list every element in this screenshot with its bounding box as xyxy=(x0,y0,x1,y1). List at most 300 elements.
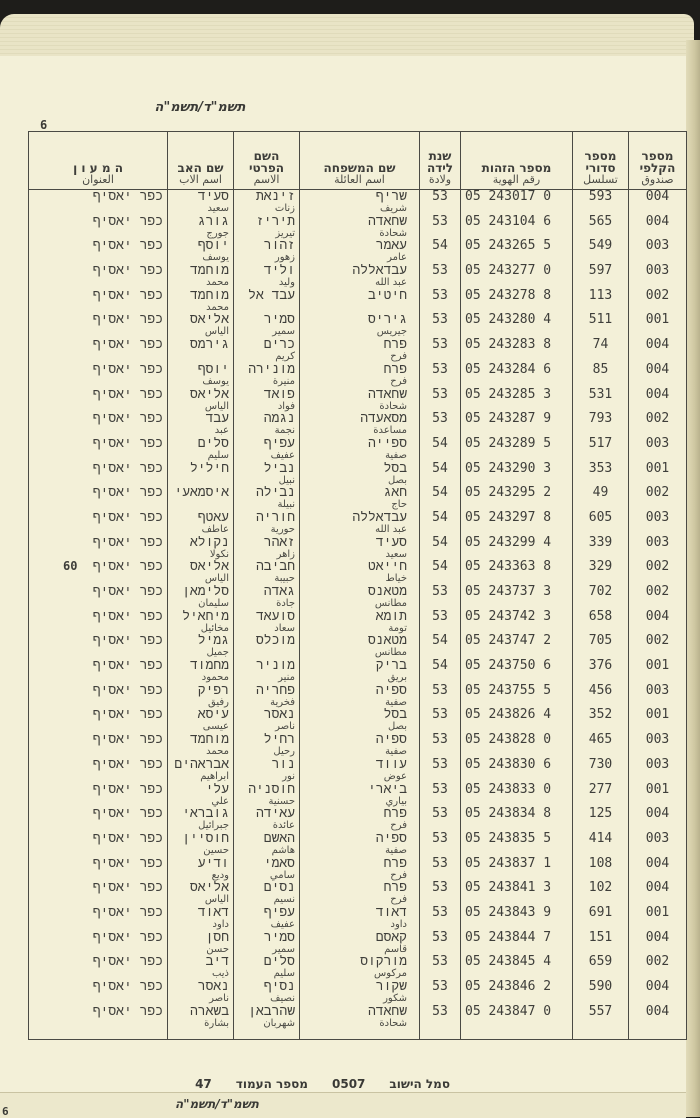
father-name-cell xyxy=(168,437,234,462)
column-header-ar: العنوان xyxy=(82,173,114,186)
serial-number-cell: 108 xyxy=(573,857,629,882)
address-cell xyxy=(29,388,168,413)
first-name-cell xyxy=(234,239,300,264)
ballot-box-cell: 003 xyxy=(629,239,687,264)
family-name-cell-hebrew: מסאעדה xyxy=(360,412,407,427)
family-name-cell xyxy=(300,511,420,536)
serial-number-cell: 85 xyxy=(573,363,629,388)
ballot-box-cell: 002 xyxy=(629,955,687,980)
father-name-cell-hebrew: מוחמד xyxy=(189,264,229,279)
father-name-cell-arabic: سليم xyxy=(207,449,229,461)
id-number-cell: 05 243841 3 xyxy=(461,881,573,906)
father-name-cell-hebrew: עיסא xyxy=(197,708,229,723)
family-name-cell-arabic: بياري xyxy=(385,795,407,807)
father-name-cell-hebrew: עאטף xyxy=(197,510,229,525)
family-name-cell-arabic: صفية xyxy=(385,696,407,708)
id-number-cell: 05 243017 0 xyxy=(461,190,573,215)
table-row xyxy=(29,585,687,610)
table-row xyxy=(29,906,687,931)
serial-number-cell: 590 xyxy=(573,980,629,1005)
family-name-cell-hebrew: ספיה xyxy=(375,683,407,698)
birth-year-cell: 53 xyxy=(420,412,461,437)
address-cell xyxy=(29,807,168,832)
address-text: כפר יאסיף xyxy=(92,881,163,896)
father-name-cell-arabic: رفيق xyxy=(208,696,229,708)
father-name-cell-hebrew: ודיע xyxy=(197,856,229,871)
ballot-box-cell: 004 xyxy=(629,980,687,1005)
birth-year-cell: 53 xyxy=(420,610,461,635)
address-cell xyxy=(29,585,168,610)
father-name-cell xyxy=(168,536,234,561)
first-name-cell xyxy=(234,684,300,709)
serial-number-cell: 702 xyxy=(573,585,629,610)
address-text: כפר יאסיף xyxy=(92,807,163,822)
address-text: כפר יאסיף xyxy=(92,905,163,920)
family-name-cell-hebrew: ספיה xyxy=(375,831,407,846)
father-name-cell xyxy=(168,1005,234,1040)
father-name-cell xyxy=(168,560,234,585)
family-name-cell xyxy=(300,338,420,363)
first-name-cell-hebrew: תיריז xyxy=(255,214,295,229)
first-name-cell-hebrew: חוריה xyxy=(255,510,295,525)
first-name-cell xyxy=(234,215,300,240)
address-text: כפר יאסיף xyxy=(92,659,163,674)
family-name-cell-hebrew: שקור xyxy=(375,980,407,994)
table-row xyxy=(29,437,687,462)
id-number-cell: 05 243287 9 xyxy=(461,412,573,437)
address-text: כפר יאסיף xyxy=(92,757,163,772)
ballot-box-cell: 002 xyxy=(629,486,687,511)
first-name-cell xyxy=(234,462,300,487)
serial-number-cell: 125 xyxy=(573,807,629,832)
father-name-cell-arabic: يوسف xyxy=(202,252,229,264)
table-row xyxy=(29,610,687,635)
family-name-cell-hebrew: מורקוס xyxy=(360,955,407,970)
family-name-cell-arabic: شكور xyxy=(383,993,407,1004)
birth-year-cell: 53 xyxy=(420,363,461,388)
address-text: כפר יאסיף xyxy=(92,955,163,970)
page-number: 6 xyxy=(40,118,48,132)
table-row xyxy=(29,659,687,684)
family-name-cell-hebrew: שחאדה xyxy=(367,1004,407,1019)
first-name-cell-arabic: سعاد xyxy=(274,622,295,634)
first-name-cell-arabic: نبيلة xyxy=(277,499,295,511)
address-cell xyxy=(29,239,168,264)
father-name-cell-arabic: داود xyxy=(212,918,229,930)
address-cell xyxy=(29,338,168,363)
father-name-cell xyxy=(168,239,234,264)
father-name-cell-hebrew: אליאס xyxy=(189,387,229,402)
column-header-ar: صندوق xyxy=(641,173,674,186)
birth-year-cell: 53 xyxy=(420,955,461,980)
serial-number-cell: 557 xyxy=(573,1005,629,1040)
next-page-strip xyxy=(0,1092,686,1118)
father-name-cell-arabic: علي xyxy=(211,795,229,807)
father-name-cell-hebrew: נאסר xyxy=(197,980,229,994)
table-row xyxy=(29,931,687,956)
table-row xyxy=(29,264,687,289)
family-name-cell-hebrew: שחאדה xyxy=(367,387,407,402)
table-body xyxy=(29,190,687,1040)
next-page-title: תשמ"ד/תשמ"ה xyxy=(175,1097,259,1111)
family-name-cell-arabic: قاسم xyxy=(384,943,407,955)
id-number-cell: 05 243289 5 xyxy=(461,437,573,462)
table-row xyxy=(29,388,687,413)
family-name-cell-hebrew: פרח xyxy=(383,881,407,896)
serial-number-cell: 376 xyxy=(573,659,629,684)
ballot-box-cell: 004 xyxy=(629,881,687,906)
family-name-cell xyxy=(300,289,420,314)
father-name-cell xyxy=(168,610,234,635)
column-header-ar: اسم العائلة xyxy=(334,173,385,186)
ballot-box-cell: 002 xyxy=(629,289,687,314)
column-header-he: מספר הזהות xyxy=(481,161,552,175)
first-name-cell xyxy=(234,783,300,808)
id-number-cell: 05 243755 5 xyxy=(461,684,573,709)
address-cell xyxy=(29,190,168,215)
father-name-cell-arabic: محمد xyxy=(206,277,229,289)
address-text: כפר יאסיף xyxy=(92,708,163,723)
birth-year-cell: 54 xyxy=(420,511,461,536)
settlement-label: סמל הישוב xyxy=(389,1077,450,1091)
father-name-cell xyxy=(168,511,234,536)
address-cell xyxy=(29,486,168,511)
father-name-cell-arabic: حسن xyxy=(206,943,229,955)
serial-number-cell: 511 xyxy=(573,313,629,338)
first-name-cell xyxy=(234,560,300,585)
id-number-cell: 05 243295 2 xyxy=(461,486,573,511)
first-name-cell xyxy=(234,659,300,684)
birth-year-cell: 54 xyxy=(420,486,461,511)
family-name-cell xyxy=(300,585,420,610)
first-name-cell-hebrew: נסים xyxy=(263,881,295,896)
address-text: כפר יאסיף xyxy=(92,214,163,229)
family-name-cell-hebrew: סעיד xyxy=(375,535,407,550)
table-row xyxy=(29,536,687,561)
first-name-cell xyxy=(234,955,300,980)
address-text: כפר יאסיף xyxy=(92,239,163,254)
father-name-cell-arabic: جميل xyxy=(206,647,229,659)
first-name-cell-arabic: نصيف xyxy=(270,993,295,1004)
column-header-he: שם המשפחה xyxy=(323,161,396,175)
father-name-cell xyxy=(168,634,234,659)
ballot-box-cell: 001 xyxy=(629,313,687,338)
serial-number-cell: 102 xyxy=(573,881,629,906)
family-name-cell xyxy=(300,486,420,511)
id-number-cell: 05 243846 2 xyxy=(461,980,573,1005)
table-row xyxy=(29,215,687,240)
column-header-address xyxy=(29,132,168,190)
first-name-cell xyxy=(234,708,300,733)
column-header-he: השם הפרטי xyxy=(248,149,285,175)
family-name-cell xyxy=(300,610,420,635)
ballot-box-cell: 004 xyxy=(629,1005,687,1040)
ballot-box-cell: 004 xyxy=(629,807,687,832)
family-name-cell-hebrew: שריף xyxy=(375,189,407,204)
table-row xyxy=(29,1005,687,1040)
first-name-cell-arabic: حسنية xyxy=(268,795,295,807)
first-name-cell-arabic: كريم xyxy=(275,351,295,363)
id-number-cell: 05 243747 2 xyxy=(461,634,573,659)
father-name-cell xyxy=(168,906,234,931)
serial-number-cell: 353 xyxy=(573,462,629,487)
address-cell xyxy=(29,857,168,882)
table-row xyxy=(29,832,687,857)
id-number-cell: 05 243280 4 xyxy=(461,313,573,338)
id-number-cell: 05 243844 7 xyxy=(461,931,573,956)
table-row xyxy=(29,807,687,832)
ballot-box-cell: 004 xyxy=(629,857,687,882)
first-name-cell-hebrew: עאידה xyxy=(255,807,295,822)
family-name-cell-arabic: عوض xyxy=(383,770,407,782)
serial-number-cell: 329 xyxy=(573,560,629,585)
family-name-cell-hebrew: פרח xyxy=(383,856,407,871)
father-name-cell-arabic: عيسى xyxy=(202,721,229,733)
family-name-cell-arabic: شحادة xyxy=(379,400,407,412)
first-name-cell-arabic: نبيل xyxy=(278,474,295,486)
father-name-cell xyxy=(168,832,234,857)
family-name-cell-hebrew: פרח xyxy=(383,362,407,377)
first-name-cell xyxy=(234,289,300,314)
birth-year-cell: 53 xyxy=(420,684,461,709)
address-cell xyxy=(29,437,168,462)
address-text: כפר יאסיף xyxy=(92,733,163,748)
first-name-cell-hebrew: עפיף xyxy=(263,436,295,451)
father-name-cell-hebrew: אליאס xyxy=(189,881,229,896)
address-text: כפר יאסיף xyxy=(92,930,163,945)
first-name-cell-arabic: منيرة xyxy=(272,375,295,387)
first-name-cell xyxy=(234,585,300,610)
family-name-cell xyxy=(300,536,420,561)
birth-year-cell: 53 xyxy=(420,585,461,610)
address-cell xyxy=(29,684,168,709)
first-name-cell xyxy=(234,758,300,783)
family-name-cell-hebrew: בסל xyxy=(383,708,407,723)
birth-year-cell: 53 xyxy=(420,313,461,338)
first-name-cell-arabic: سليم xyxy=(273,968,295,980)
father-name-cell xyxy=(168,807,234,832)
father-name-cell-arabic: سعيد xyxy=(207,203,229,214)
father-name-cell-arabic: مخائيل xyxy=(200,622,229,634)
first-name-cell xyxy=(234,536,300,561)
first-name-cell-arabic: عفيف xyxy=(270,449,295,461)
family-name-cell xyxy=(300,659,420,684)
id-number-cell: 05 243297 8 xyxy=(461,511,573,536)
address-text: כפר יאסיף xyxy=(92,634,163,649)
first-name-cell xyxy=(234,363,300,388)
first-name-cell-hebrew: שהרבאן xyxy=(248,1004,295,1019)
family-name-cell xyxy=(300,955,420,980)
family-name-cell xyxy=(300,832,420,857)
family-name-cell-arabic: سعيد xyxy=(385,548,407,560)
table-row xyxy=(29,955,687,980)
father-name-cell xyxy=(168,659,234,684)
serial-number-cell: 605 xyxy=(573,511,629,536)
address-cell xyxy=(29,560,168,585)
family-name-cell-arabic: مطانس xyxy=(374,598,407,609)
first-name-cell-hebrew: חוסניה xyxy=(248,782,295,797)
first-name-cell xyxy=(234,610,300,635)
ballot-box-cell: 004 xyxy=(629,388,687,413)
ballot-box-cell: 003 xyxy=(629,264,687,289)
table-row xyxy=(29,412,687,437)
first-name-cell-arabic: نجمة xyxy=(274,425,295,437)
first-name-cell-hebrew: זינאת xyxy=(255,189,295,204)
first-name-cell-hebrew: פחריה xyxy=(255,683,295,698)
family-name-cell-hebrew: חיטיב xyxy=(367,288,407,303)
birth-year-cell: 54 xyxy=(420,634,461,659)
column-header-ar: تسلسل xyxy=(583,173,618,186)
address-text: כפר יאסיף xyxy=(92,461,163,476)
father-name-cell xyxy=(168,363,234,388)
father-name-cell xyxy=(168,783,234,808)
father-name-cell-hebrew: דאוד xyxy=(197,905,229,920)
id-number-cell: 05 243828 0 xyxy=(461,733,573,758)
father-name-cell xyxy=(168,462,234,487)
table-row xyxy=(29,313,687,338)
family-name-cell-arabic: بصل xyxy=(387,474,407,486)
id-number-cell: 05 243742 3 xyxy=(461,610,573,635)
birth-year-cell: 53 xyxy=(420,758,461,783)
family-name-cell-hebrew: פרח xyxy=(383,338,407,353)
column-header-family xyxy=(300,132,420,190)
serial-number-cell: 49 xyxy=(573,486,629,511)
id-number-cell: 05 243835 5 xyxy=(461,832,573,857)
voter-register-table xyxy=(28,131,687,1040)
serial-number-cell: 414 xyxy=(573,832,629,857)
address-cell xyxy=(29,980,168,1005)
family-name-cell-arabic: صفية xyxy=(385,746,407,758)
first-name-cell-hebrew: עבד אל xyxy=(248,288,295,303)
ballot-box-cell: 004 xyxy=(629,190,687,215)
serial-number-cell: 113 xyxy=(573,289,629,314)
father-name-cell-arabic: بشارة xyxy=(204,1017,229,1029)
first-name-cell xyxy=(234,486,300,511)
address-text: כפר יאסיף xyxy=(92,189,163,204)
address-text: כפר יאסיף xyxy=(92,609,163,624)
father-name-cell-hebrew: נקולא xyxy=(189,535,229,550)
family-name-cell xyxy=(300,190,420,215)
table-row xyxy=(29,486,687,511)
first-name-cell-arabic: عائدة xyxy=(272,820,295,832)
settlement-code: 0507 xyxy=(332,1077,366,1091)
table-row xyxy=(29,190,687,215)
ballot-box-cell: 004 xyxy=(629,215,687,240)
first-name-cell-hebrew: פואד xyxy=(263,387,295,402)
ballot-box-cell: 002 xyxy=(629,585,687,610)
address-cell xyxy=(29,412,168,437)
first-name-cell xyxy=(234,807,300,832)
birth-year-cell: 54 xyxy=(420,560,461,585)
family-name-cell-hebrew: חייאט xyxy=(367,560,407,575)
father-name-cell-arabic: الياس xyxy=(204,326,229,338)
father-name-cell xyxy=(168,190,234,215)
father-name-cell-arabic: عبد xyxy=(214,425,229,437)
family-name-cell-arabic: فرح xyxy=(390,375,407,387)
family-name-cell-arabic: مركوس xyxy=(373,968,407,980)
father-name-cell xyxy=(168,955,234,980)
first-name-cell xyxy=(234,634,300,659)
serial-number-cell: 658 xyxy=(573,610,629,635)
ballot-box-cell: 003 xyxy=(629,511,687,536)
first-name-cell-hebrew: עפיף xyxy=(263,905,295,920)
birth-year-cell: 53 xyxy=(420,264,461,289)
father-name-cell-hebrew: איסמאעי xyxy=(174,486,229,501)
family-name-cell-arabic: فرح xyxy=(390,869,407,881)
first-name-cell-hebrew: נגמה xyxy=(263,412,295,427)
birth-year-cell: 54 xyxy=(420,437,461,462)
first-name-cell-hebrew: נסיף xyxy=(263,980,295,994)
birth-year-cell: 53 xyxy=(420,1005,461,1040)
serial-number-cell: 659 xyxy=(573,955,629,980)
first-name-cell-arabic: شهربان xyxy=(263,1017,295,1029)
address-text: כפר יאסיף xyxy=(92,436,163,451)
first-name-cell-arabic: نور xyxy=(282,770,295,782)
table-row xyxy=(29,708,687,733)
table-row xyxy=(29,857,687,882)
family-name-cell-hebrew: מטאנס xyxy=(367,634,407,649)
ballot-box-cell: 003 xyxy=(629,733,687,758)
address-cell xyxy=(29,536,168,561)
father-name-cell xyxy=(168,338,234,363)
father-name-cell-arabic: وديع xyxy=(211,869,229,881)
father-name-cell xyxy=(168,313,234,338)
father-name-cell xyxy=(168,857,234,882)
address-cell xyxy=(29,783,168,808)
first-name-cell-arabic: نسيم xyxy=(273,894,295,906)
first-name-cell-hebrew: נאסר xyxy=(263,708,295,723)
serial-number-cell: 151 xyxy=(573,931,629,956)
table-row xyxy=(29,634,687,659)
column-header-ar: الاسم xyxy=(253,173,280,186)
birth-year-cell: 53 xyxy=(420,388,461,413)
father-name-cell-hebrew: רפיק xyxy=(197,683,229,698)
first-name-cell-hebrew: האשם xyxy=(263,831,295,846)
first-name-cell-arabic: فخرية xyxy=(270,696,295,708)
column-header-year xyxy=(420,132,461,190)
family-name-cell xyxy=(300,215,420,240)
address-cell xyxy=(29,634,168,659)
address-text: כפר יאסיף xyxy=(92,980,163,994)
family-name-cell xyxy=(300,857,420,882)
first-name-cell xyxy=(234,733,300,758)
address-cell xyxy=(29,906,168,931)
ballot-box-cell: 003 xyxy=(629,437,687,462)
family-name-cell xyxy=(300,363,420,388)
family-name-cell-arabic: عبد الله xyxy=(375,277,407,289)
father-name-cell-hebrew: בשארה xyxy=(189,1004,229,1019)
id-number-cell: 05 243737 3 xyxy=(461,585,573,610)
birth-year-cell: 53 xyxy=(420,980,461,1005)
first-name-cell-arabic: سامي xyxy=(269,869,295,881)
ballot-box-cell: 004 xyxy=(629,610,687,635)
serial-number-cell: 517 xyxy=(573,437,629,462)
column-header-he: ה מ ע ו ן xyxy=(73,161,123,175)
birth-year-cell: 53 xyxy=(420,832,461,857)
address-cell xyxy=(29,955,168,980)
family-name-cell-arabic: فرح xyxy=(390,351,407,363)
address-text: כפר יאסיף xyxy=(92,782,163,797)
family-name-cell-hebrew: עווד xyxy=(375,757,407,772)
address-cell xyxy=(29,832,168,857)
address-cell xyxy=(29,215,168,240)
family-name-cell xyxy=(300,412,420,437)
serial-number-cell: 339 xyxy=(573,536,629,561)
page-footer xyxy=(70,1077,450,1091)
birth-year-cell: 53 xyxy=(420,931,461,956)
father-name-cell xyxy=(168,412,234,437)
address-text: כפר יאסיף xyxy=(92,486,163,501)
